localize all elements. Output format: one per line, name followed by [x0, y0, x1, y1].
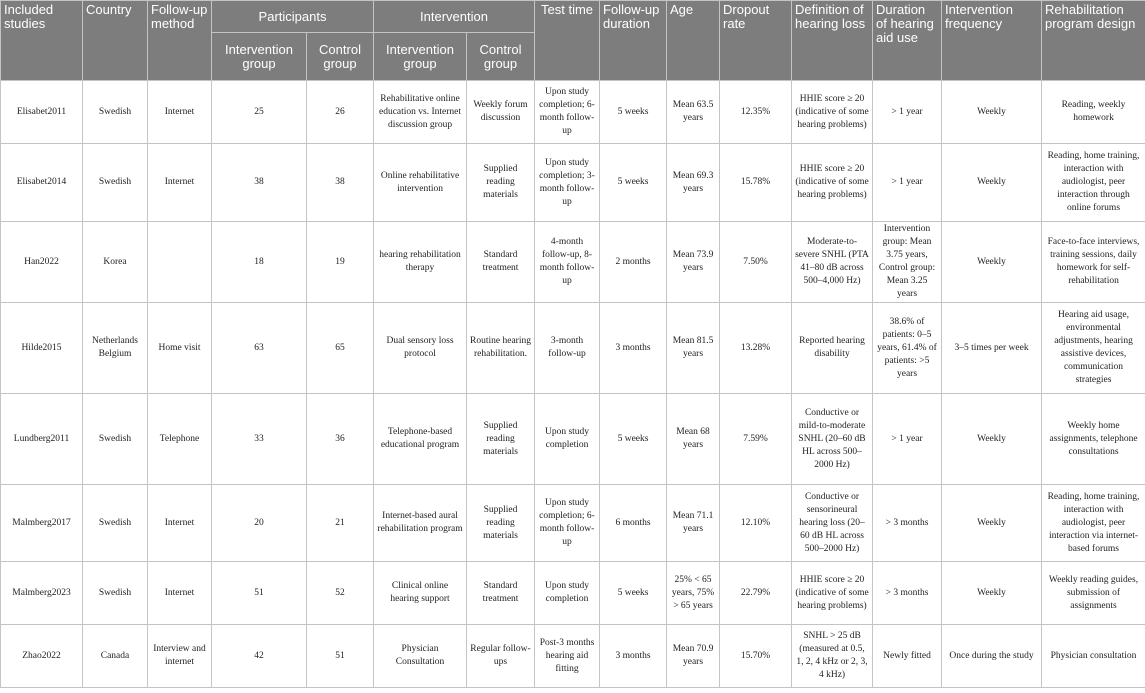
cell-program-design: Reading, home training, interaction with audiologist, peer interaction through online forums	[1042, 144, 1145, 222]
header-participants-control: Control group	[307, 33, 374, 81]
cell-follow-up-duration: 2 months	[600, 222, 667, 303]
table-body	[1, 81, 1145, 688]
cell-study: Elisabet2011	[1, 81, 83, 144]
cell-age: Mean 69.3 years	[667, 144, 720, 222]
cell-intervention-control: Supplied reading materials	[467, 394, 535, 485]
cell-follow-up-duration: 5 weeks	[600, 144, 667, 222]
cell-test-time: Upon study completion; 6-month follow-up	[535, 81, 600, 144]
cell-follow-up-duration: 5 weeks	[600, 81, 667, 144]
cell-intervention-control: Supplied reading materials	[467, 485, 535, 562]
header-country: Country	[83, 1, 148, 81]
cell-frequency: Once during the study	[942, 625, 1042, 688]
header-definition: Definition of hearing loss	[792, 1, 873, 81]
cell-participants-intervention: 25	[212, 81, 307, 144]
cell-method: Telephone	[148, 394, 212, 485]
cell-frequency: Weekly	[942, 562, 1042, 625]
cell-participants-control: 52	[307, 562, 374, 625]
cell-hearing-aid-duration: Newly fitted	[873, 625, 942, 688]
cell-program-design: Physician consultation	[1042, 625, 1145, 688]
cell-dropout-rate: 13.28%	[720, 303, 792, 394]
cell-country: Netherlands Belgium	[83, 303, 148, 394]
cell-hearing-aid-duration: > 3 months	[873, 485, 942, 562]
cell-country: Swedish	[83, 394, 148, 485]
cell-age: Mean 70.9 years	[667, 625, 720, 688]
cell-definition: Reported hearing disability	[792, 303, 873, 394]
cell-intervention-control: Weekly forum discussion	[467, 81, 535, 144]
table-row	[1, 144, 1145, 222]
cell-program-design: Face-to-face interviews, training sessions, daily homework for self-rehabilitation	[1042, 222, 1145, 303]
cell-program-design: Weekly reading guides, submission of assignments	[1042, 562, 1145, 625]
cell-method: Internet	[148, 144, 212, 222]
cell-follow-up-duration: 3 months	[600, 625, 667, 688]
cell-participants-control: 19	[307, 222, 374, 303]
cell-program-design: Weekly home assignments, telephone consultations	[1042, 394, 1145, 485]
cell-participants-intervention: 51	[212, 562, 307, 625]
cell-country: Swedish	[83, 485, 148, 562]
cell-definition: HHIE score ≥ 20 (indicative of some hearing problems)	[792, 144, 873, 222]
cell-age: 25% < 65 years, 75% > 65 years	[667, 562, 720, 625]
cell-country: Canada	[83, 625, 148, 688]
cell-participants-intervention: 42	[212, 625, 307, 688]
table-row	[1, 562, 1145, 625]
cell-country: Swedish	[83, 562, 148, 625]
cell-study: Zhao2022	[1, 625, 83, 688]
cell-study: Malmberg2023	[1, 562, 83, 625]
header-included-studies: Included studies	[1, 1, 83, 81]
cell-country: Swedish	[83, 81, 148, 144]
header-follow-up-duration: Follow-up duration	[600, 1, 667, 81]
cell-intervention-intervention: Telephone-based educational program	[374, 394, 467, 485]
cell-participants-control: 21	[307, 485, 374, 562]
cell-dropout-rate: 22.79%	[720, 562, 792, 625]
header-follow-up-method: Follow-up method	[148, 1, 212, 81]
cell-frequency: Weekly	[942, 394, 1042, 485]
cell-method: Internet	[148, 485, 212, 562]
cell-test-time: Post-3 months hearing aid fitting	[535, 625, 600, 688]
cell-participants-intervention: 20	[212, 485, 307, 562]
cell-age: Mean 68 years	[667, 394, 720, 485]
cell-dropout-rate: 15.78%	[720, 144, 792, 222]
cell-intervention-control: Routine hearing rehabilitation.	[467, 303, 535, 394]
cell-intervention-control: Standard treatment	[467, 222, 535, 303]
cell-definition: SNHL > 25 dB (measured at 0.5, 1, 2, 4 kHz or 2, 3, 4 kHz)	[792, 625, 873, 688]
cell-definition: HHIE score ≥ 20 (indicative of some hearing problems)	[792, 562, 873, 625]
cell-test-time: Upon study completion	[535, 394, 600, 485]
cell-age: Mean 81.5 years	[667, 303, 720, 394]
cell-dropout-rate: 7.50%	[720, 222, 792, 303]
cell-hearing-aid-duration: > 1 year	[873, 144, 942, 222]
cell-intervention-intervention: Clinical online hearing support	[374, 562, 467, 625]
cell-definition: Moderate-to-severe SNHL (PTA 41–80 dB across 500–4,000 Hz)	[792, 222, 873, 303]
table-row	[1, 222, 1145, 303]
header-intervention: Intervention	[374, 1, 535, 33]
header-intervention-control: Control group	[467, 33, 535, 81]
cell-participants-control: 38	[307, 144, 374, 222]
table-row	[1, 303, 1145, 394]
cell-frequency: Weekly	[942, 222, 1042, 303]
cell-method	[148, 222, 212, 303]
header-participants: Participants	[212, 1, 374, 33]
cell-test-time: 4-month follow-up, 8-month follow-up	[535, 222, 600, 303]
cell-test-time: Upon study completion	[535, 562, 600, 625]
header-program-design: Rehabilitation program design	[1042, 1, 1145, 81]
header-dropout-rate: Dropout rate	[720, 1, 792, 81]
cell-participants-control: 51	[307, 625, 374, 688]
cell-definition: Conductive or sensorineural hearing loss (20–60 dB HL across 500–2000 Hz)	[792, 485, 873, 562]
table-row	[1, 81, 1145, 144]
cell-intervention-intervention: Rehabilitative online education vs. Internet discussion group	[374, 81, 467, 144]
cell-intervention-intervention: Dual sensory loss protocol	[374, 303, 467, 394]
table-header	[1, 1, 1145, 81]
header-intervention-frequency: Intervention frequency	[942, 1, 1042, 81]
cell-test-time: 3-month follow-up	[535, 303, 600, 394]
cell-intervention-control: Standard treatment	[467, 562, 535, 625]
cell-method: Interview and internet	[148, 625, 212, 688]
cell-definition: Conductive or mild-to-moderate SNHL (20–60 dB HL across 500–2000 Hz)	[792, 394, 873, 485]
cell-intervention-control: Supplied reading materials	[467, 144, 535, 222]
cell-test-time: Upon study completion; 6-month follow-up	[535, 485, 600, 562]
cell-hearing-aid-duration: > 1 year	[873, 394, 942, 485]
table-row	[1, 485, 1145, 562]
cell-frequency: Weekly	[942, 485, 1042, 562]
cell-study: Han2022	[1, 222, 83, 303]
cell-frequency: Weekly	[942, 144, 1042, 222]
cell-participants-control: 36	[307, 394, 374, 485]
cell-definition: HHIE score ≥ 20 (indicative of some hearing problems)	[792, 81, 873, 144]
header-age: Age	[667, 1, 720, 81]
cell-country: Korea	[83, 222, 148, 303]
header-intervention-intervention: Intervention group	[374, 33, 467, 81]
cell-participants-intervention: 33	[212, 394, 307, 485]
cell-intervention-intervention: Online rehabilitative intervention	[374, 144, 467, 222]
header-participants-intervention: Intervention group	[212, 33, 307, 81]
header-duration-hearing-aid: Duration of hearing aid use	[873, 1, 942, 81]
cell-study: Malmberg2017	[1, 485, 83, 562]
cell-method: Internet	[148, 81, 212, 144]
cell-follow-up-duration: 6 months	[600, 485, 667, 562]
cell-follow-up-duration: 5 weeks	[600, 394, 667, 485]
cell-follow-up-duration: 3 months	[600, 303, 667, 394]
cell-method: Home visit	[148, 303, 212, 394]
table-row	[1, 625, 1145, 688]
cell-intervention-intervention: hearing rehabilitation therapy	[374, 222, 467, 303]
cell-follow-up-duration: 5 weeks	[600, 562, 667, 625]
cell-frequency: 3–5 times per week	[942, 303, 1042, 394]
cell-study: Hilde2015	[1, 303, 83, 394]
cell-study: Lundberg2011	[1, 394, 83, 485]
cell-participants-control: 26	[307, 81, 374, 144]
cell-hearing-aid-duration: > 3 months	[873, 562, 942, 625]
cell-intervention-intervention: Internet-based aural rehabilitation program	[374, 485, 467, 562]
cell-dropout-rate: 12.35%	[720, 81, 792, 144]
cell-participants-control: 65	[307, 303, 374, 394]
cell-participants-intervention: 38	[212, 144, 307, 222]
cell-frequency: Weekly	[942, 81, 1042, 144]
cell-program-design: Reading, weekly homework	[1042, 81, 1145, 144]
cell-dropout-rate: 15.70%	[720, 625, 792, 688]
cell-test-time: Upon study completion; 3-month follow-up	[535, 144, 600, 222]
cell-program-design: Hearing aid usage, environmental adjustments, hearing assistive devices, communication strategies	[1042, 303, 1145, 394]
cell-method: Internet	[148, 562, 212, 625]
cell-age: Mean 73.9 years	[667, 222, 720, 303]
cell-dropout-rate: 7.59%	[720, 394, 792, 485]
cell-hearing-aid-duration: > 1 year	[873, 81, 942, 144]
cell-hearing-aid-duration: Intervention group: Mean 3.75 years, Control group: Mean 3.25 years	[873, 222, 942, 303]
header-test-time: Test time	[535, 1, 600, 81]
cell-participants-intervention: 63	[212, 303, 307, 394]
cell-age: Mean 71.1 years	[667, 485, 720, 562]
cell-study: Elisabet2014	[1, 144, 83, 222]
table-row	[1, 394, 1145, 485]
cell-program-design: Reading, home training, interaction with audiologist, peer interaction via internet-based forums	[1042, 485, 1145, 562]
cell-participants-intervention: 18	[212, 222, 307, 303]
cell-intervention-intervention: Physician Consultation	[374, 625, 467, 688]
cell-intervention-control: Regular follow-ups	[467, 625, 535, 688]
cell-hearing-aid-duration: 38.6% of patients: 0–5 years, 61.4% of patients: >5 years	[873, 303, 942, 394]
cell-country: Swedish	[83, 144, 148, 222]
cell-age: Mean 63.5 years	[667, 81, 720, 144]
cell-dropout-rate: 12.10%	[720, 485, 792, 562]
